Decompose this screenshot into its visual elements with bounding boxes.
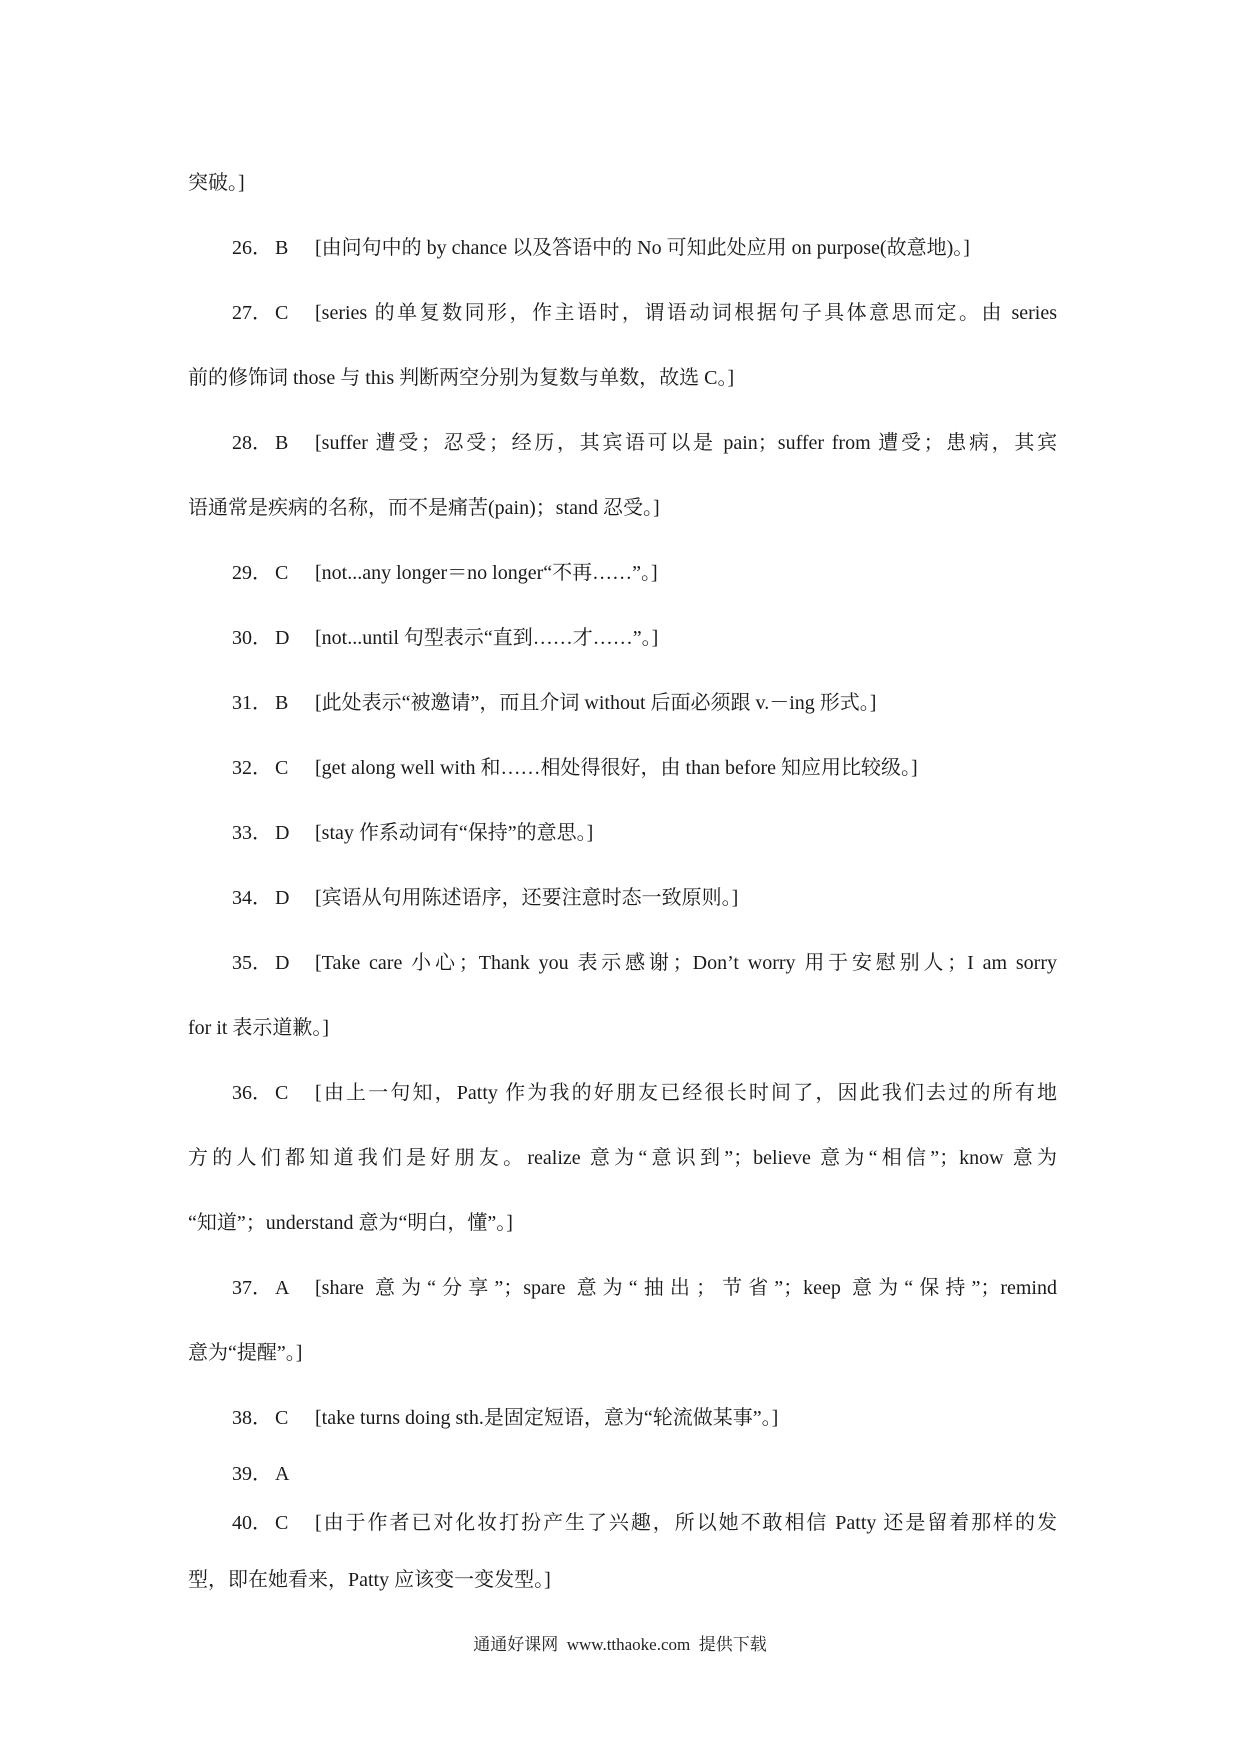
item-number: 32． [232,757,272,779]
answer-item-33 [0,801,1240,866]
answer-item-39 [0,1451,1240,1498]
item-answer: B [275,692,289,714]
item-number: 27． [232,302,272,324]
item-number: 29． [232,562,272,584]
answer-item-28-continued [0,476,1240,541]
item-number: 40． [232,1512,272,1534]
answer-item-27-continued [0,346,1240,411]
item-answer: C [275,757,289,779]
answer-item-36-continued [0,1126,1240,1191]
answer-item-34 [0,866,1240,931]
answer-item-40-continued [0,1548,1240,1613]
item-explanation: [take turns doing sth.是固定短语，意为“轮流做某事”。] [315,1407,779,1429]
item-number: 34． [232,887,272,909]
item-explanation: [宾语从句用陈述语序，还要注意时态一致原则。] [315,887,739,909]
answer-item-37-continued [0,1321,1240,1386]
item-explanation-continued: 型，即在她看来，Patty 应该变一变发型。] [188,1569,551,1591]
answer-item-28 [0,411,1240,476]
answer-item-30 [0,606,1240,671]
answer-item-26 [0,216,1240,281]
answer-item-32 [0,736,1240,801]
lead-text: 突破。] [188,172,245,194]
item-number: 31． [232,692,272,714]
item-number: 36． [232,1082,272,1104]
item-answer: A [275,1277,290,1299]
answer-item-35-continued [0,996,1240,1061]
answer-item-36-continued [0,1191,1240,1256]
item-explanation-continued: for it 表示道歉。] [188,1017,330,1039]
item-number: 39． [232,1463,272,1485]
answer-key-body [0,151,1240,1613]
item-answer: D [275,952,290,974]
answer-item-35 [0,931,1240,996]
item-answer: C [275,1082,289,1104]
page-footer: 通通好课网 www.tthaoke.com 提供下载 [473,1635,767,1654]
answer-item-36 [0,1061,1240,1126]
item-explanation: [get along well with 和……相处得很好，由 than before 知应用比较级。] [315,757,918,779]
item-explanation: [由上一句知，Patty 作为我的好朋友已经很长时间了，因此我们去过的所有地 [315,1082,1057,1104]
item-explanation: [not...any longer＝no longer“不再……”。] [315,562,658,584]
item-answer: A [275,1463,290,1485]
item-number: 37． [232,1277,272,1299]
item-explanation-continued: 前的修饰词 those 与 this 判断两空分别为复数与单数，故选 C。] [188,367,735,389]
item-answer: C [275,562,289,584]
item-explanation: [Take care 小心；Thank you 表示感谢；Don’t worry 用于安慰别人；I am sorry [315,952,1057,974]
item-explanation: [not...until 句型表示“直到……才……”。] [315,627,659,649]
item-explanation: [series 的单复数同形，作主语时，谓语动词根据句子具体意思而定。由 series [315,302,1057,324]
item-answer: B [275,432,289,454]
item-explanation: [此处表示“被邀请”，而且介词 without 后面必须跟 v.－ing 形式。] [315,692,877,714]
item-answer: D [275,627,290,649]
item-number: 26． [232,237,272,259]
item-answer: C [275,1407,289,1429]
item-explanation-continued: 语通常是疾病的名称，而不是痛苦(pain)；stand 忍受。] [188,497,660,519]
answer-item-31 [0,671,1240,736]
item-answer: D [275,887,290,909]
answer-item-29 [0,541,1240,606]
item-number: 33． [232,822,272,844]
item-explanation: [suffer 遭受；忍受；经历，其宾语可以是 pain；suffer from 遭受；患病，其宾 [315,432,1057,454]
item-explanation: [由于作者已对化妆打扮产生了兴趣，所以她不敢相信 Patty 还是留着那样的发 [315,1512,1057,1534]
item-number: 28． [232,432,272,454]
item-explanation: [stay 作系动词有“保持”的意思。] [315,822,594,844]
item-number: 38． [232,1407,272,1429]
answer-item-27 [0,281,1240,346]
answer-item-38 [0,1386,1240,1451]
item-number: 30． [232,627,272,649]
item-answer: B [275,237,289,259]
lead-line [0,151,1240,216]
item-answer: D [275,822,290,844]
item-explanation-continued: 方的人们都知道我们是好朋友。realize 意为“意识到”；believe 意为“相信”；know 意为 [188,1147,1057,1169]
item-explanation-continued: “知道”；understand 意为“明白，懂”。] [188,1212,513,1234]
item-explanation-continued: 意为“提醒”。] [188,1342,303,1364]
item-answer: C [275,302,289,324]
item-number: 35． [232,952,272,974]
answer-item-37 [0,1256,1240,1321]
item-explanation: [share 意为“分享”；spare 意为“抽出；节省”；keep 意为“保持”；remind [315,1277,1057,1299]
answer-item-40 [0,1498,1240,1548]
item-explanation: [由问句中的 by chance 以及答语中的 No 可知此处应用 on purpose(故意地)。] [315,237,970,259]
item-answer: C [275,1512,289,1534]
